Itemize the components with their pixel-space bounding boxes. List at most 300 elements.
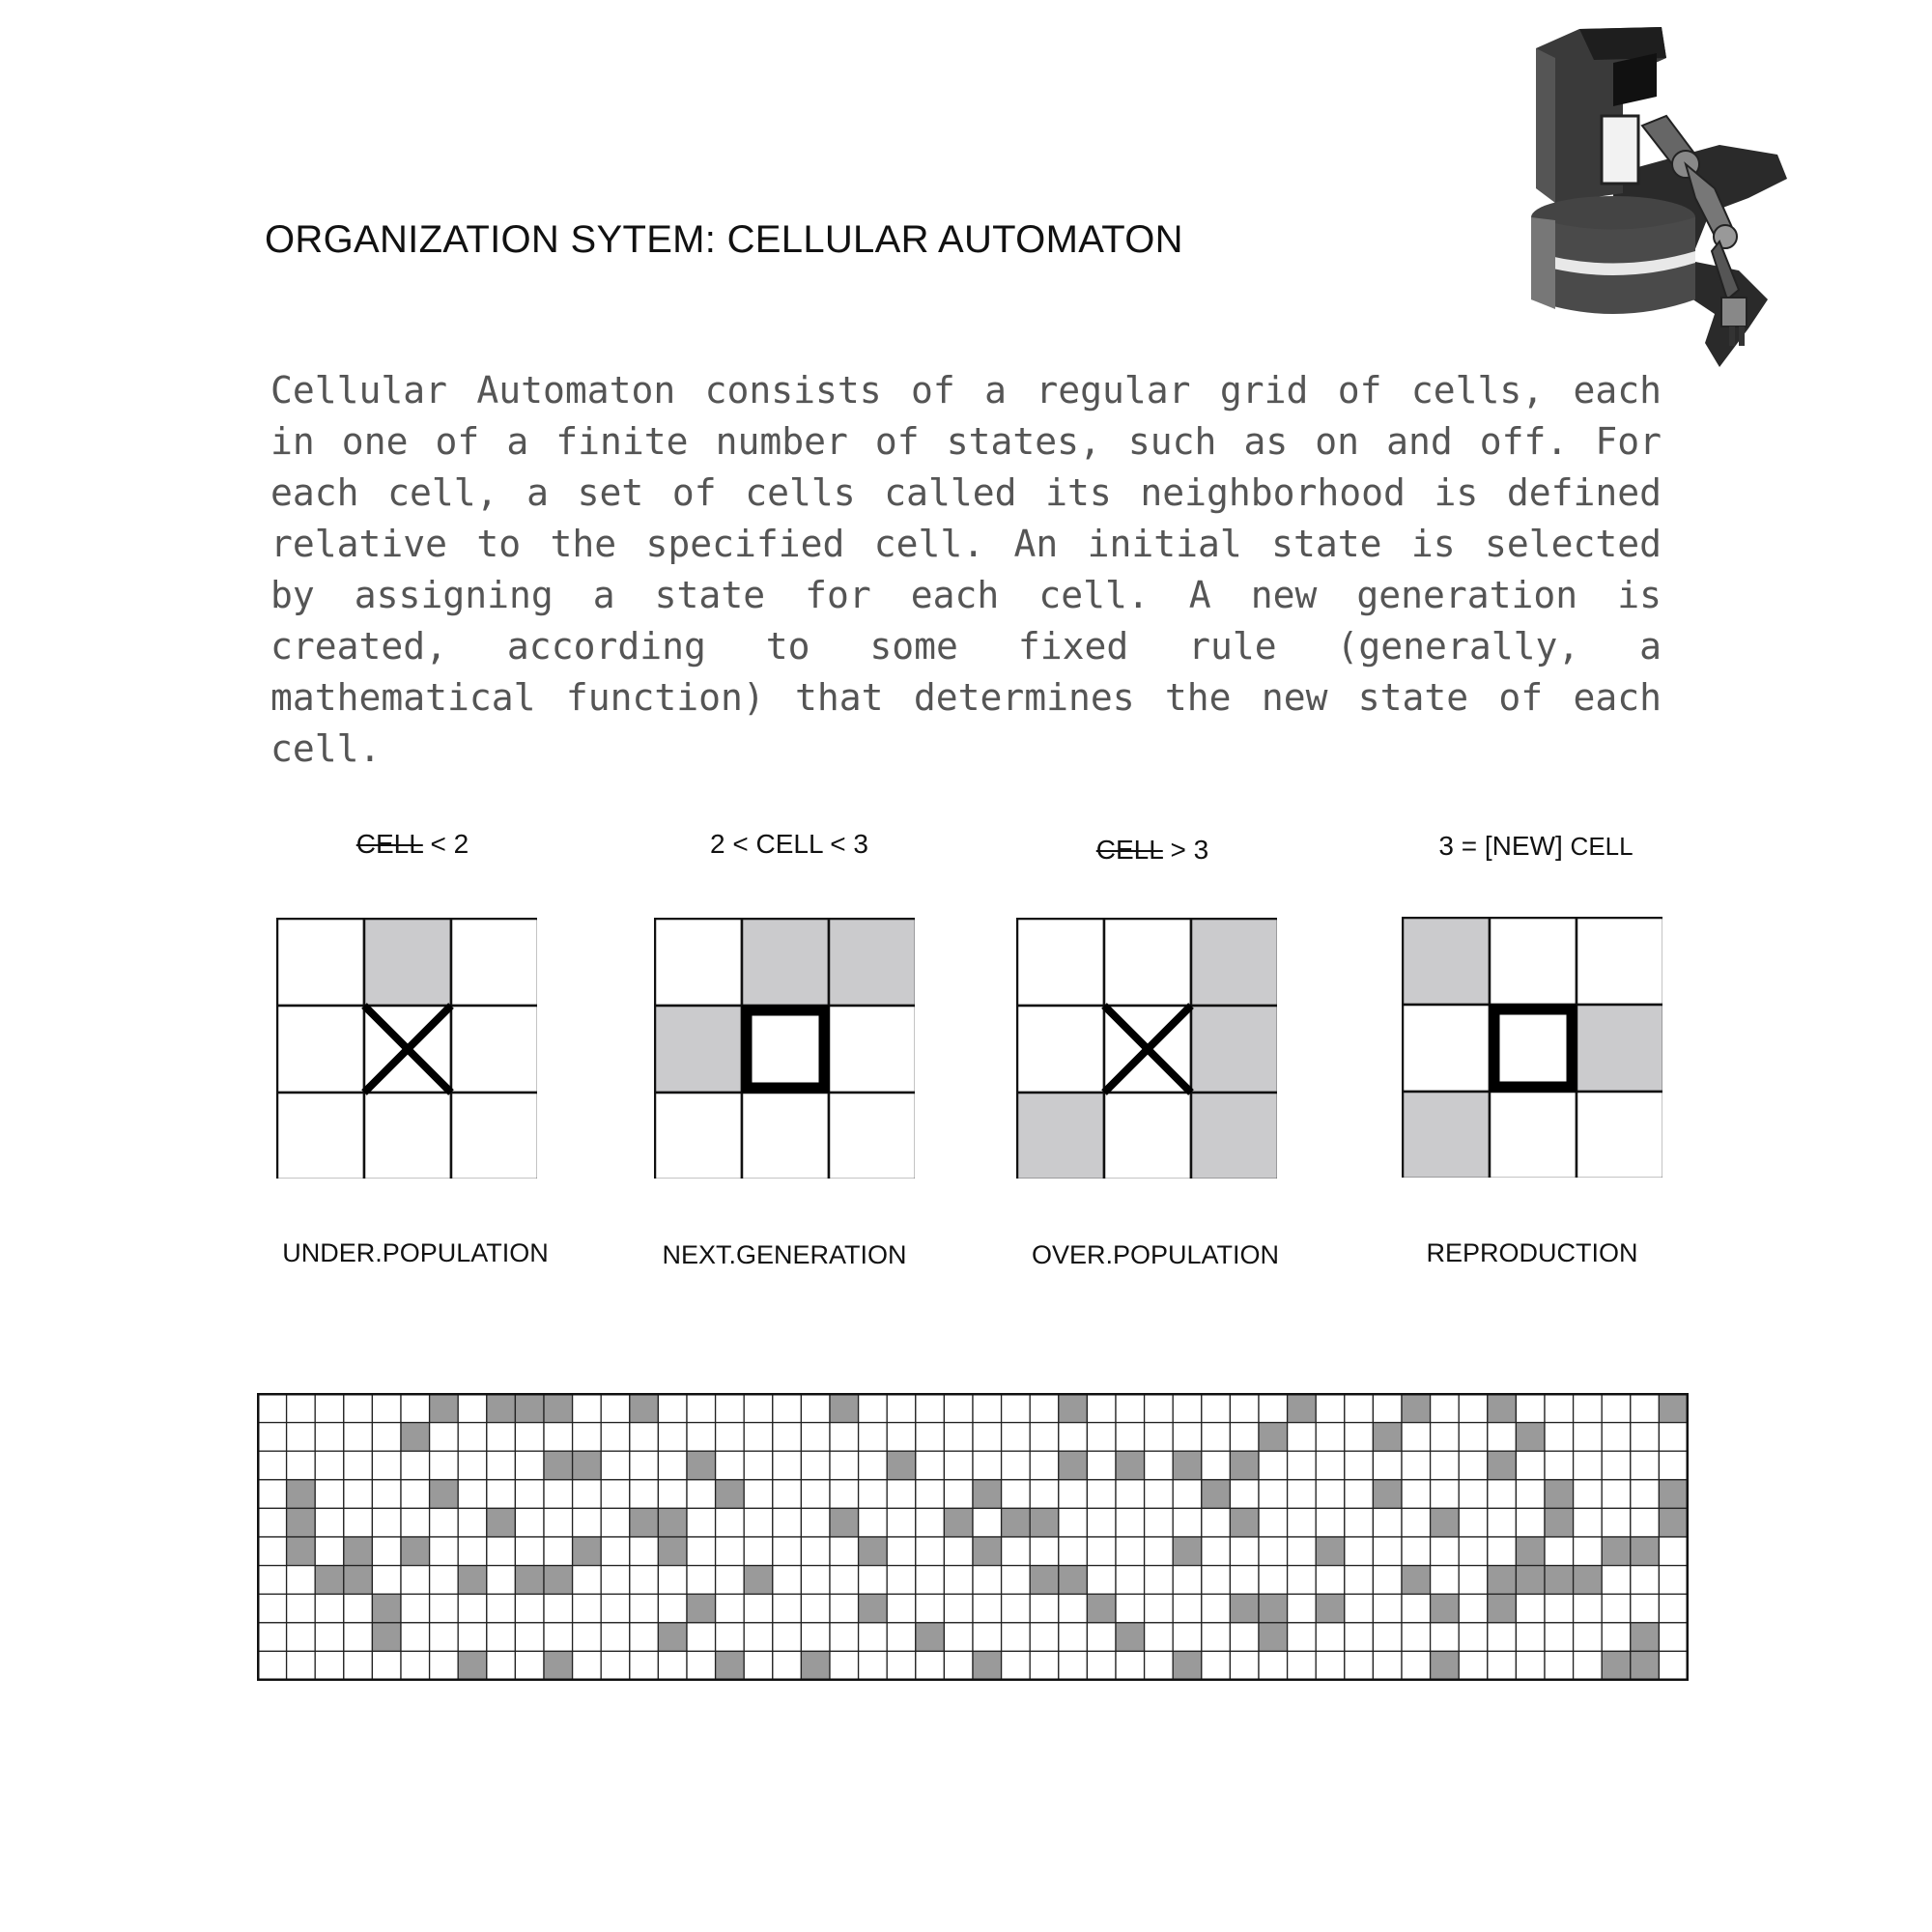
live-cell	[344, 1566, 373, 1595]
dead-cell	[601, 1651, 630, 1680]
live-cell	[1403, 1092, 1490, 1178]
dead-cell	[1059, 1651, 1088, 1680]
dead-cell	[1002, 1423, 1031, 1452]
dead-cell	[344, 1451, 373, 1480]
dead-cell	[315, 1394, 344, 1423]
dead-cell	[744, 1623, 773, 1652]
dead-cell	[258, 1623, 287, 1652]
dead-cell	[573, 1623, 602, 1652]
dead-cell	[1345, 1623, 1374, 1652]
dead-cell	[1490, 1005, 1577, 1092]
live-cell	[1230, 1594, 1259, 1623]
dead-cell	[1488, 1423, 1517, 1452]
dead-cell	[344, 1480, 373, 1509]
dead-cell	[1602, 1394, 1631, 1423]
live-cell	[1191, 1006, 1277, 1093]
dead-cell	[1345, 1480, 1374, 1509]
live-cell	[716, 1651, 745, 1680]
dead-cell	[1230, 1651, 1259, 1680]
dead-cell	[601, 1537, 630, 1566]
live-cell	[1574, 1566, 1603, 1595]
dead-cell	[1116, 1423, 1145, 1452]
dead-cell	[1259, 1537, 1288, 1566]
dead-cell	[742, 1006, 829, 1093]
dead-cell	[1145, 1480, 1174, 1509]
dead-cell	[1602, 1508, 1631, 1537]
live-cell	[1659, 1394, 1688, 1423]
dead-cell	[630, 1537, 659, 1566]
live-cell	[287, 1480, 316, 1509]
dead-cell	[1116, 1394, 1145, 1423]
live-cell	[859, 1594, 888, 1623]
dead-cell	[1402, 1451, 1431, 1480]
dead-cell	[287, 1423, 316, 1452]
live-cell	[1602, 1537, 1631, 1566]
dead-cell	[1288, 1623, 1317, 1652]
live-cell	[1431, 1594, 1460, 1623]
dead-cell	[887, 1423, 916, 1452]
dead-cell	[716, 1451, 745, 1480]
dead-cell	[887, 1623, 916, 1652]
dead-cell	[487, 1566, 516, 1595]
dead-cell	[1373, 1594, 1402, 1623]
dead-cell	[1173, 1566, 1202, 1595]
dead-cell	[773, 1451, 802, 1480]
dead-cell	[1459, 1566, 1488, 1595]
live-cell	[1259, 1423, 1288, 1452]
dead-cell	[601, 1451, 630, 1480]
dead-cell	[544, 1508, 573, 1537]
dead-cell	[801, 1508, 830, 1537]
live-cell	[1059, 1451, 1088, 1480]
dead-cell	[1488, 1508, 1517, 1537]
dead-cell	[430, 1623, 459, 1652]
rule-label-overpopulation: OVER.POPULATION	[1031, 1240, 1280, 1269]
dead-cell	[1030, 1594, 1059, 1623]
dead-cell	[1577, 1092, 1662, 1178]
dead-cell	[1017, 919, 1104, 1006]
live-cell	[1659, 1508, 1688, 1537]
dead-cell	[1059, 1594, 1088, 1623]
live-cell	[1202, 1480, 1231, 1509]
dead-cell	[916, 1594, 945, 1623]
rule-label-underpopulation: UNDER.POPULATION	[282, 1238, 549, 1267]
dead-cell	[451, 1006, 537, 1093]
dead-cell	[801, 1423, 830, 1452]
dead-cell	[487, 1594, 516, 1623]
dead-cell	[944, 1451, 973, 1480]
dead-cell	[1230, 1623, 1259, 1652]
dead-cell	[916, 1566, 945, 1595]
dead-cell	[655, 1093, 742, 1179]
dead-cell	[744, 1394, 773, 1423]
dead-cell	[1173, 1623, 1202, 1652]
dead-cell	[1002, 1537, 1031, 1566]
dead-cell	[544, 1594, 573, 1623]
live-cell	[364, 919, 451, 1006]
live-cell	[830, 1508, 859, 1537]
dead-cell	[801, 1623, 830, 1652]
dead-cell	[1345, 1651, 1374, 1680]
dead-cell	[1577, 918, 1662, 1005]
dead-cell	[1002, 1651, 1031, 1680]
dead-cell	[1259, 1480, 1288, 1509]
dead-cell	[401, 1566, 430, 1595]
dead-cell	[1402, 1651, 1431, 1680]
dead-cell	[458, 1537, 487, 1566]
dead-cell	[859, 1394, 888, 1423]
dead-cell	[1116, 1537, 1145, 1566]
dead-cell	[1373, 1394, 1402, 1423]
live-cell	[1191, 919, 1277, 1006]
dead-cell	[1087, 1566, 1116, 1595]
dead-cell	[973, 1394, 1002, 1423]
dead-cell	[487, 1651, 516, 1680]
dead-cell	[401, 1651, 430, 1680]
dead-cell	[687, 1508, 716, 1537]
dead-cell	[773, 1537, 802, 1566]
dead-cell	[773, 1566, 802, 1595]
dead-cell	[1230, 1566, 1259, 1595]
dead-cell	[601, 1423, 630, 1452]
dead-cell	[744, 1537, 773, 1566]
dead-cell	[544, 1423, 573, 1452]
rule-caption	[1391, 831, 1681, 862]
dead-cell	[458, 1423, 487, 1452]
dead-cell	[573, 1651, 602, 1680]
dead-cell	[601, 1508, 630, 1537]
live-cell	[1488, 1594, 1517, 1623]
dead-cell	[630, 1423, 659, 1452]
dead-cell	[1002, 1623, 1031, 1652]
dead-cell	[1030, 1451, 1059, 1480]
dead-cell	[1173, 1394, 1202, 1423]
dead-cell	[458, 1623, 487, 1652]
dead-cell	[744, 1423, 773, 1452]
dead-cell	[1459, 1651, 1488, 1680]
dead-cell	[829, 1093, 915, 1179]
live-cell	[1373, 1480, 1402, 1509]
live-cell	[1602, 1651, 1631, 1680]
dead-cell	[1345, 1537, 1374, 1566]
dead-cell	[973, 1451, 1002, 1480]
dead-cell	[944, 1594, 973, 1623]
dead-cell	[1459, 1451, 1488, 1480]
live-cell	[401, 1423, 430, 1452]
dead-cell	[487, 1623, 516, 1652]
caption-text: 2 < CELL < 3	[710, 829, 868, 859]
dead-cell	[716, 1566, 745, 1595]
dead-cell	[1087, 1508, 1116, 1537]
dead-cell	[515, 1423, 544, 1452]
live-cell	[1545, 1566, 1574, 1595]
dead-cell	[1059, 1508, 1088, 1537]
dead-cell	[344, 1423, 373, 1452]
dead-cell	[401, 1394, 430, 1423]
dead-cell	[601, 1594, 630, 1623]
dead-cell	[515, 1651, 544, 1680]
dead-cell	[372, 1651, 401, 1680]
dead-cell	[1202, 1651, 1231, 1680]
dead-cell	[859, 1623, 888, 1652]
dead-cell	[887, 1566, 916, 1595]
dead-cell	[1402, 1623, 1431, 1652]
live-cell	[458, 1566, 487, 1595]
dead-cell	[1659, 1623, 1688, 1652]
live-cell	[1488, 1566, 1517, 1595]
dead-cell	[716, 1508, 745, 1537]
dead-cell	[1516, 1623, 1545, 1652]
live-cell	[430, 1480, 459, 1509]
dead-cell	[1087, 1480, 1116, 1509]
dead-cell	[1373, 1508, 1402, 1537]
live-cell	[1545, 1480, 1574, 1509]
dead-cell	[487, 1537, 516, 1566]
dead-cell	[1459, 1394, 1488, 1423]
dead-cell	[258, 1594, 287, 1623]
dead-cell	[315, 1480, 344, 1509]
dead-cell	[1316, 1566, 1345, 1595]
live-cell	[515, 1566, 544, 1595]
dead-cell	[1173, 1423, 1202, 1452]
dead-cell	[1230, 1537, 1259, 1566]
dead-cell	[1402, 1423, 1431, 1452]
dead-cell	[1574, 1451, 1603, 1480]
dead-cell	[573, 1508, 602, 1537]
dead-cell	[773, 1594, 802, 1623]
dead-cell	[1202, 1623, 1231, 1652]
dead-cell	[1431, 1423, 1460, 1452]
live-cell	[573, 1451, 602, 1480]
dead-cell	[687, 1423, 716, 1452]
live-cell	[372, 1594, 401, 1623]
dead-cell	[1574, 1594, 1603, 1623]
live-cell	[487, 1394, 516, 1423]
dead-cell	[1516, 1451, 1545, 1480]
dead-cell	[658, 1566, 687, 1595]
dead-cell	[372, 1537, 401, 1566]
dead-cell	[1145, 1566, 1174, 1595]
dead-cell	[1602, 1594, 1631, 1623]
dead-cell	[315, 1651, 344, 1680]
dead-cell	[1488, 1623, 1517, 1652]
dead-cell	[658, 1651, 687, 1680]
dead-cell	[1288, 1651, 1317, 1680]
caption-text: CELL	[1570, 832, 1634, 861]
dead-cell	[630, 1594, 659, 1623]
dead-cell	[687, 1566, 716, 1595]
dead-cell	[1545, 1451, 1574, 1480]
dead-cell	[1145, 1423, 1174, 1452]
dead-cell	[1602, 1423, 1631, 1452]
dead-cell	[1059, 1623, 1088, 1652]
live-cell	[1116, 1451, 1145, 1480]
live-cell	[1030, 1566, 1059, 1595]
dead-cell	[344, 1594, 373, 1623]
live-cell	[1173, 1451, 1202, 1480]
dead-cell	[1402, 1594, 1431, 1623]
dead-cell	[344, 1394, 373, 1423]
dead-cell	[1087, 1623, 1116, 1652]
dead-cell	[973, 1423, 1002, 1452]
dead-cell	[573, 1480, 602, 1509]
dead-cell	[1002, 1451, 1031, 1480]
dead-cell	[1631, 1480, 1660, 1509]
dead-cell	[1402, 1537, 1431, 1566]
live-cell	[1403, 918, 1490, 1005]
rule-grid-next-generation	[654, 918, 915, 1179]
dead-cell	[1602, 1566, 1631, 1595]
dead-cell	[287, 1566, 316, 1595]
dead-cell	[1431, 1537, 1460, 1566]
live-cell	[1402, 1394, 1431, 1423]
live-cell	[430, 1394, 459, 1423]
live-cell	[1230, 1508, 1259, 1537]
dead-cell	[773, 1651, 802, 1680]
rule-caption	[1008, 835, 1297, 866]
dead-cell	[944, 1623, 973, 1652]
rule-caption	[268, 829, 557, 860]
dead-cell	[1659, 1423, 1688, 1452]
dead-cell	[658, 1451, 687, 1480]
dead-cell	[1345, 1566, 1374, 1595]
live-cell	[1373, 1423, 1402, 1452]
dead-cell	[887, 1480, 916, 1509]
dead-cell	[1002, 1594, 1031, 1623]
dead-cell	[716, 1394, 745, 1423]
dead-cell	[773, 1394, 802, 1423]
dead-cell	[1345, 1394, 1374, 1423]
dead-cell	[716, 1623, 745, 1652]
dead-cell	[573, 1594, 602, 1623]
dead-cell	[1345, 1423, 1374, 1452]
dead-cell	[744, 1651, 773, 1680]
dead-cell	[801, 1594, 830, 1623]
live-cell	[1017, 1093, 1104, 1179]
dead-cell	[1631, 1451, 1660, 1480]
live-cell	[1030, 1508, 1059, 1537]
dead-cell	[1316, 1623, 1345, 1652]
dead-cell	[1145, 1651, 1174, 1680]
dead-cell	[887, 1508, 916, 1537]
dead-cell	[1631, 1566, 1660, 1595]
dead-cell	[1574, 1537, 1603, 1566]
dead-cell	[544, 1623, 573, 1652]
live-cell	[458, 1651, 487, 1680]
dead-cell	[344, 1508, 373, 1537]
dead-cell	[887, 1651, 916, 1680]
dead-cell	[1288, 1594, 1317, 1623]
dead-cell	[1030, 1651, 1059, 1680]
dead-cell	[1288, 1423, 1317, 1452]
dead-cell	[1516, 1508, 1545, 1537]
dead-cell	[973, 1508, 1002, 1537]
live-cell	[1516, 1537, 1545, 1566]
live-cell	[1431, 1651, 1460, 1680]
dead-cell	[258, 1480, 287, 1509]
dead-cell	[601, 1394, 630, 1423]
dead-cell	[430, 1451, 459, 1480]
dead-cell	[430, 1508, 459, 1537]
dead-cell	[1173, 1508, 1202, 1537]
live-cell	[1402, 1566, 1431, 1595]
dead-cell	[1373, 1651, 1402, 1680]
dead-cell	[1545, 1537, 1574, 1566]
dead-cell	[630, 1566, 659, 1595]
dead-cell	[716, 1537, 745, 1566]
dead-cell	[401, 1451, 430, 1480]
dead-cell	[430, 1651, 459, 1680]
dead-cell	[1202, 1537, 1231, 1566]
live-cell	[742, 919, 829, 1006]
dead-cell	[287, 1594, 316, 1623]
live-cell	[515, 1394, 544, 1423]
dead-cell	[1145, 1394, 1174, 1423]
dead-cell	[315, 1451, 344, 1480]
robot-arm-illustration	[1497, 10, 1835, 386]
dead-cell	[1373, 1623, 1402, 1652]
dead-cell	[830, 1566, 859, 1595]
dead-cell	[258, 1651, 287, 1680]
dead-cell	[773, 1423, 802, 1452]
dead-cell	[315, 1537, 344, 1566]
caption-text: < 2	[422, 829, 469, 859]
dead-cell	[1059, 1423, 1088, 1452]
dead-cell	[1316, 1451, 1345, 1480]
struck-cell-text: CELL	[355, 829, 423, 859]
dead-cell	[1030, 1394, 1059, 1423]
dead-cell	[655, 919, 742, 1006]
dead-cell	[658, 1423, 687, 1452]
dead-cell	[1087, 1537, 1116, 1566]
live-cell	[830, 1394, 859, 1423]
dead-cell	[1631, 1594, 1660, 1623]
dead-cell	[1059, 1537, 1088, 1566]
live-cell	[401, 1537, 430, 1566]
dead-cell	[801, 1451, 830, 1480]
dead-cell	[944, 1566, 973, 1595]
live-cell	[1545, 1508, 1574, 1537]
dead-cell	[630, 1480, 659, 1509]
dead-cell	[1002, 1480, 1031, 1509]
dead-cell	[1516, 1594, 1545, 1623]
rule-caption	[644, 829, 934, 860]
dead-cell	[1316, 1651, 1345, 1680]
dead-cell	[344, 1651, 373, 1680]
dead-cell	[916, 1423, 945, 1452]
dead-cell	[687, 1394, 716, 1423]
dead-cell	[830, 1537, 859, 1566]
dead-cell	[630, 1623, 659, 1652]
dead-cell	[1116, 1594, 1145, 1623]
dead-cell	[573, 1394, 602, 1423]
dead-cell	[1488, 1537, 1517, 1566]
dead-cell	[859, 1423, 888, 1452]
live-cell	[744, 1566, 773, 1595]
live-cell	[1631, 1623, 1660, 1652]
dead-cell	[744, 1594, 773, 1623]
dead-cell	[658, 1594, 687, 1623]
live-cell	[655, 1006, 742, 1093]
live-cell	[1516, 1423, 1545, 1452]
dead-cell	[801, 1537, 830, 1566]
dead-cell	[1659, 1566, 1688, 1595]
live-cell	[1577, 1005, 1662, 1092]
dead-cell	[1173, 1594, 1202, 1623]
dead-cell	[601, 1566, 630, 1595]
live-cell	[973, 1480, 1002, 1509]
dead-cell	[458, 1480, 487, 1509]
